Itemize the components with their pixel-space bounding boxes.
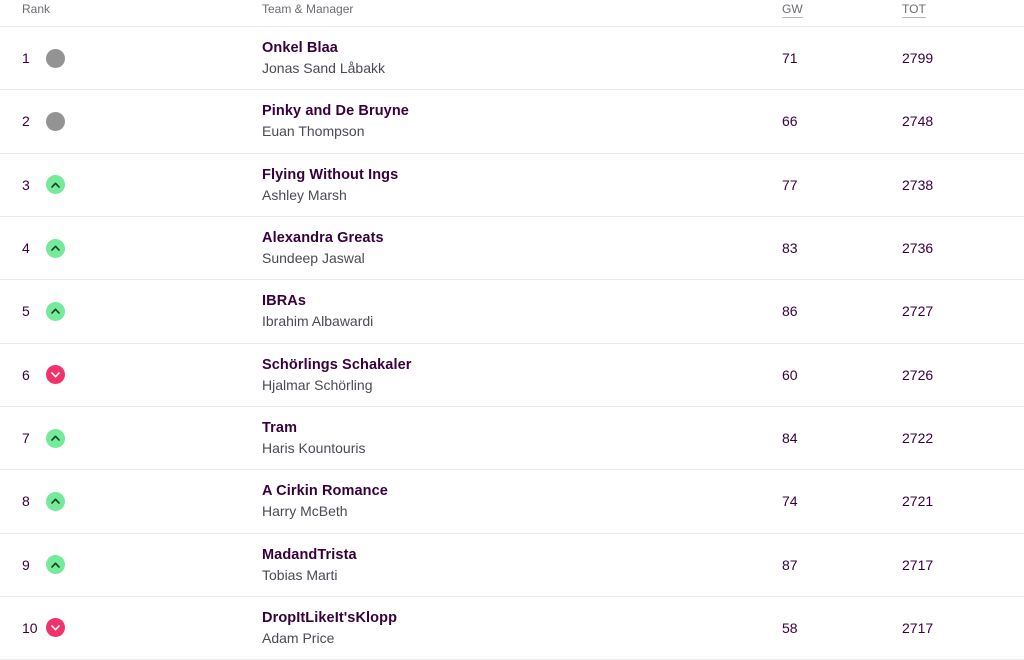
table-row[interactable] [0,533,1024,596]
column-header-rank-label: Rank [22,2,51,16]
total-points: 2738 [902,153,1024,216]
rank-inner [22,618,262,637]
table-row[interactable] [0,470,1024,533]
rank-inner [22,302,262,321]
total-points: 2726 [902,343,1024,406]
column-header-gw[interactable] [782,2,902,27]
table-row[interactable] [0,90,1024,153]
rank-inner [22,492,262,511]
column-header-gw-label: GW [782,2,803,16]
rank-cell [0,596,262,659]
gameweek-points: 60 [782,343,902,406]
team-cell[interactable] [262,470,782,533]
rank-number: 3 [22,176,30,193]
table-row[interactable] [0,27,1024,90]
rank-cell [0,533,262,596]
manager-name: Harry McBeth [262,503,348,520]
no-movement-icon [46,112,65,131]
rank-cell [0,470,262,533]
rank-number: 5 [22,303,30,320]
column-header-team-label: Team & Manager [262,2,354,16]
rank-number: 6 [22,366,30,383]
no-movement-icon [46,49,65,68]
manager-name: Tobias Marti [262,566,338,583]
chevron-up-icon [46,239,65,258]
rank-number: 1 [22,50,30,67]
manager-name: Sundeep Jaswal [262,250,365,267]
team-name[interactable]: Flying Without Ings [262,166,399,183]
rank-number: 7 [22,430,30,447]
gameweek-points: 66 [782,90,902,153]
total-points: 2722 [902,406,1024,469]
manager-name: Adam Price [262,629,335,646]
team-cell[interactable] [262,153,782,216]
column-header-tot[interactable] [902,2,1024,27]
rank-inner [22,175,262,194]
team-cell[interactable] [262,343,782,406]
table-row[interactable] [0,596,1024,659]
rank-inner [22,555,262,574]
rank-inner [22,429,262,448]
total-points: 2717 [902,533,1024,596]
rank-cell [0,90,262,153]
team-name[interactable]: IBRAs [262,293,307,310]
team-cell[interactable] [262,533,782,596]
rank-cell [0,406,262,469]
table-row[interactable] [0,153,1024,216]
team-cell[interactable] [262,280,782,343]
manager-name: Haris Kountouris [262,440,366,456]
rank-inner [22,49,262,68]
table-row[interactable] [0,216,1024,279]
gameweek-points: 83 [782,216,902,279]
chevron-down-icon [46,365,65,384]
chevron-up-icon [46,429,65,448]
column-header-rank [0,2,262,27]
team-cell[interactable] [262,406,782,469]
gameweek-points: 58 [782,596,902,659]
table-row[interactable] [0,280,1024,343]
manager-name: Ibrahim Albawardi [262,313,374,330]
total-points: 2721 [902,470,1024,533]
rank-cell [0,343,262,406]
rank-cell [0,153,262,216]
team-name[interactable]: Schörlings Schakaler [262,356,412,373]
chevron-up-icon [46,302,65,321]
team-name[interactable]: Pinky and De Bruyne [262,103,409,120]
team-name[interactable]: A Cirkin Romance [262,483,388,500]
total-points: 2736 [902,216,1024,279]
team-cell[interactable] [262,90,782,153]
team-cell[interactable] [262,596,782,659]
league-standings-table [0,2,1024,660]
manager-name: Ashley Marsh [262,186,347,203]
team-cell[interactable] [262,216,782,279]
team-name[interactable]: Alexandra Greats [262,229,384,246]
rank-number: 10 [22,619,38,636]
column-header-tot-label: TOT [902,2,926,16]
chevron-up-icon [46,492,65,511]
total-points: 2727 [902,280,1024,343]
gameweek-points: 71 [782,27,902,90]
rank-number: 2 [22,113,30,130]
rank-number: 9 [22,556,30,573]
total-points: 2717 [902,596,1024,659]
rank-number: 8 [22,493,30,510]
rank-number: 4 [22,240,30,257]
rank-cell [0,280,262,343]
manager-name: Euan Thompson [262,123,365,140]
total-points: 2799 [902,27,1024,90]
team-name[interactable]: Onkel Blaa [262,40,338,56]
gameweek-points: 77 [782,153,902,216]
column-header-team [262,2,782,27]
rank-inner [22,112,262,131]
chevron-up-icon [46,175,65,194]
team-name[interactable]: DropItLikeIt'sKlopp [262,609,398,626]
table-row[interactable] [0,343,1024,406]
rank-inner [22,365,262,384]
manager-name: Hjalmar Schörling [262,376,373,393]
manager-name: Jonas Sand Låbakk [262,60,385,77]
table-header [0,2,1024,27]
total-points: 2748 [902,90,1024,153]
chevron-up-icon [46,555,65,574]
table-row[interactable] [0,406,1024,469]
gameweek-points: 84 [782,406,902,469]
rank-cell [0,216,262,279]
table-header-row [0,2,1024,27]
rank-inner [22,239,262,258]
team-name[interactable]: MadandTrista [262,546,357,563]
table-body [0,27,1024,660]
gameweek-points: 87 [782,533,902,596]
team-name[interactable]: Tram [262,419,298,436]
gameweek-points: 86 [782,280,902,343]
rank-cell [0,27,262,90]
gameweek-points: 74 [782,470,902,533]
team-cell[interactable] [262,27,782,90]
chevron-down-icon [46,618,65,637]
